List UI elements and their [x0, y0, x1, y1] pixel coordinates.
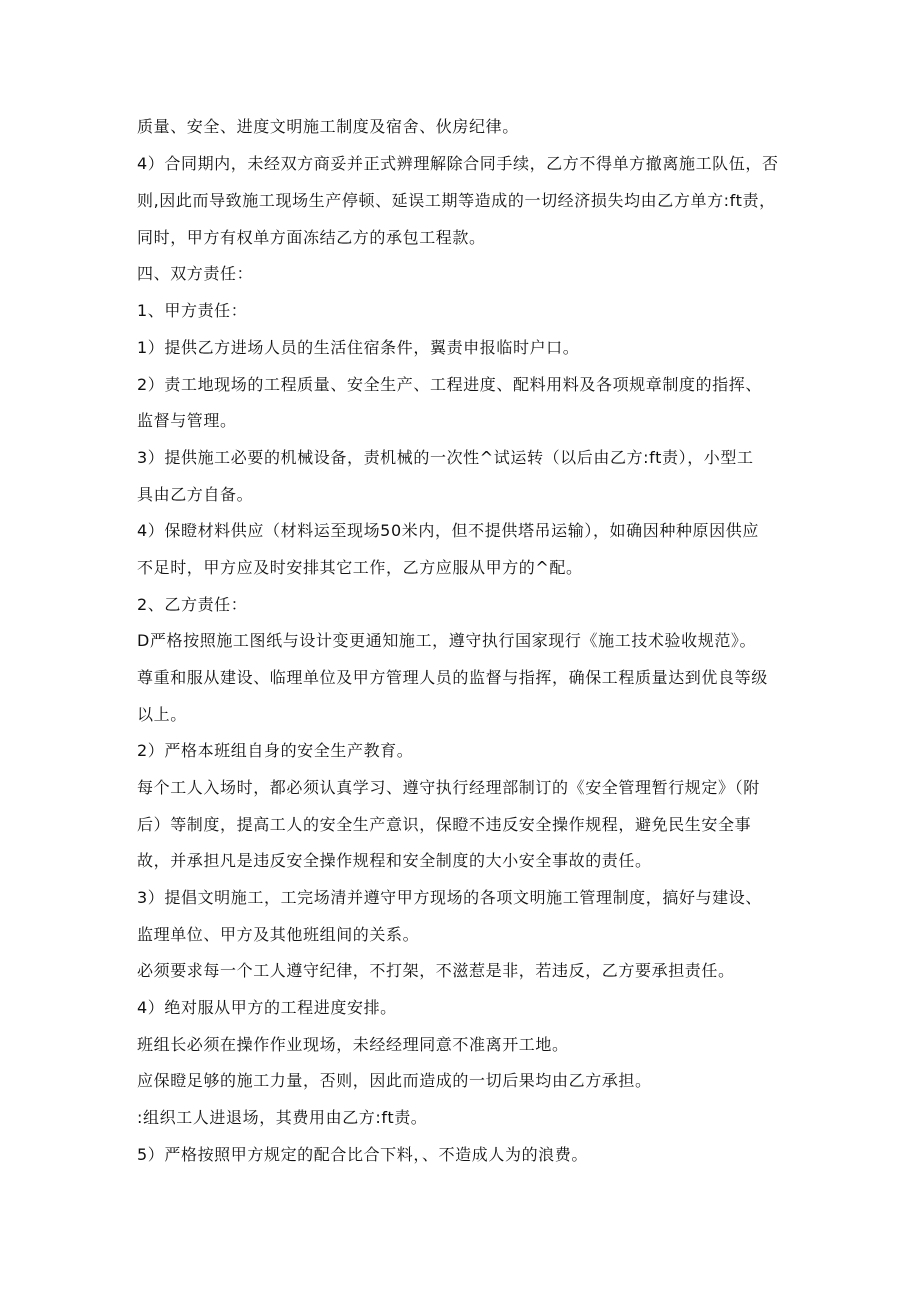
text-line: 4）保瞪材料供应（材料运至现场50米内，但不提供塔吊运输），如确因种种原因供应 [137, 521, 759, 540]
text-line: 监理单位、甲方及其他班组间的关系。 [137, 925, 420, 944]
subsection-heading: 1、甲方责任： [137, 301, 248, 320]
text-line: 3）提供施工必要的机械设备，责机械的一次性^试运转（以后由乙方:ft责），小型工 [137, 448, 754, 467]
text-line: 则,因此而导致施工现场生产停顿、延误工期等造成的一切经济损失均由乙方单方:ft责， [137, 191, 776, 210]
text-line: 2）责工地现场的工程质量、安全生产、工程进度、配料用料及各项规章制度的指挥、 [137, 375, 762, 394]
text-line: 5）严格按照甲方规定的配合比合下料，、不造成人为的浪费。 [137, 1145, 588, 1164]
text-line: 后）等制度，提高工人的安全生产意识，保瞪不违反安全操作规程，避免民生安全事 [137, 815, 752, 834]
text-line: 故，并承担凡是违反安全操作规程和安全制度的大小安全事故的责任。 [137, 851, 652, 870]
text-line: 必须要求每一个工人遵守纪律，不打架，不滋惹是非，若违反，乙方要承担责任。 [137, 961, 735, 980]
text-line: 尊重和服从建设、临理单位及甲方管理人员的监督与指挥，确保工程质量达到优良等级 [137, 668, 768, 687]
text-line: 每个工人入场时，都必须认真学习、遵守执行经理部制订的《安全管理暂行规定》（附 [137, 778, 760, 797]
text-line: 不足时，甲方应及时安排其它工作，乙方应服从甲方的^配。 [137, 558, 583, 577]
text-line: 质量、安全、进度文明施工制度及宿舍、伙房纪律。 [137, 117, 519, 136]
text-line: 3）提倡文明施工，工完场清并遵守甲方现场的各项文明施工管理制度，搞好与建设、 [137, 888, 762, 907]
text-line: 同时，甲方有权单方面冻结乙方的承包工程款。 [137, 228, 486, 247]
text-line: 2）严格本班组自身的安全生产教育。 [137, 741, 414, 760]
text-line: 监督与管理。 [137, 411, 237, 430]
section-heading: 四、双方责任： [137, 264, 254, 283]
subsection-heading: 2、乙方责任： [137, 595, 248, 614]
text-line: :组织工人进退场，其费用由乙方:ft责。 [137, 1108, 428, 1127]
text-line: 应保瞪足够的施工力量，否则，因此而造成的一切后果均由乙方承担。 [137, 1071, 652, 1090]
text-line: 以上。 [137, 705, 187, 724]
text-line: 具由乙方自备。 [137, 485, 254, 504]
text-line: 1）提供乙方进场人员的生活住宿条件，翼责申报临时户口。 [137, 338, 580, 357]
text-line: D严格按照施工图纸与设计变更通知施工，遵守执行国家现行《施工技术验收规范》。 [137, 631, 757, 650]
text-line: 4）绝对服从甲方的工程进度安排。 [137, 998, 397, 1017]
text-line: 4）合同期内，未经双方商妥并正式辨理解除合同手续，乙方不得单方撤离施工队伍，否 [137, 154, 779, 173]
text-line: 班组长必须在操作作业现场，未经经理同意不准离开工地。 [137, 1035, 569, 1054]
